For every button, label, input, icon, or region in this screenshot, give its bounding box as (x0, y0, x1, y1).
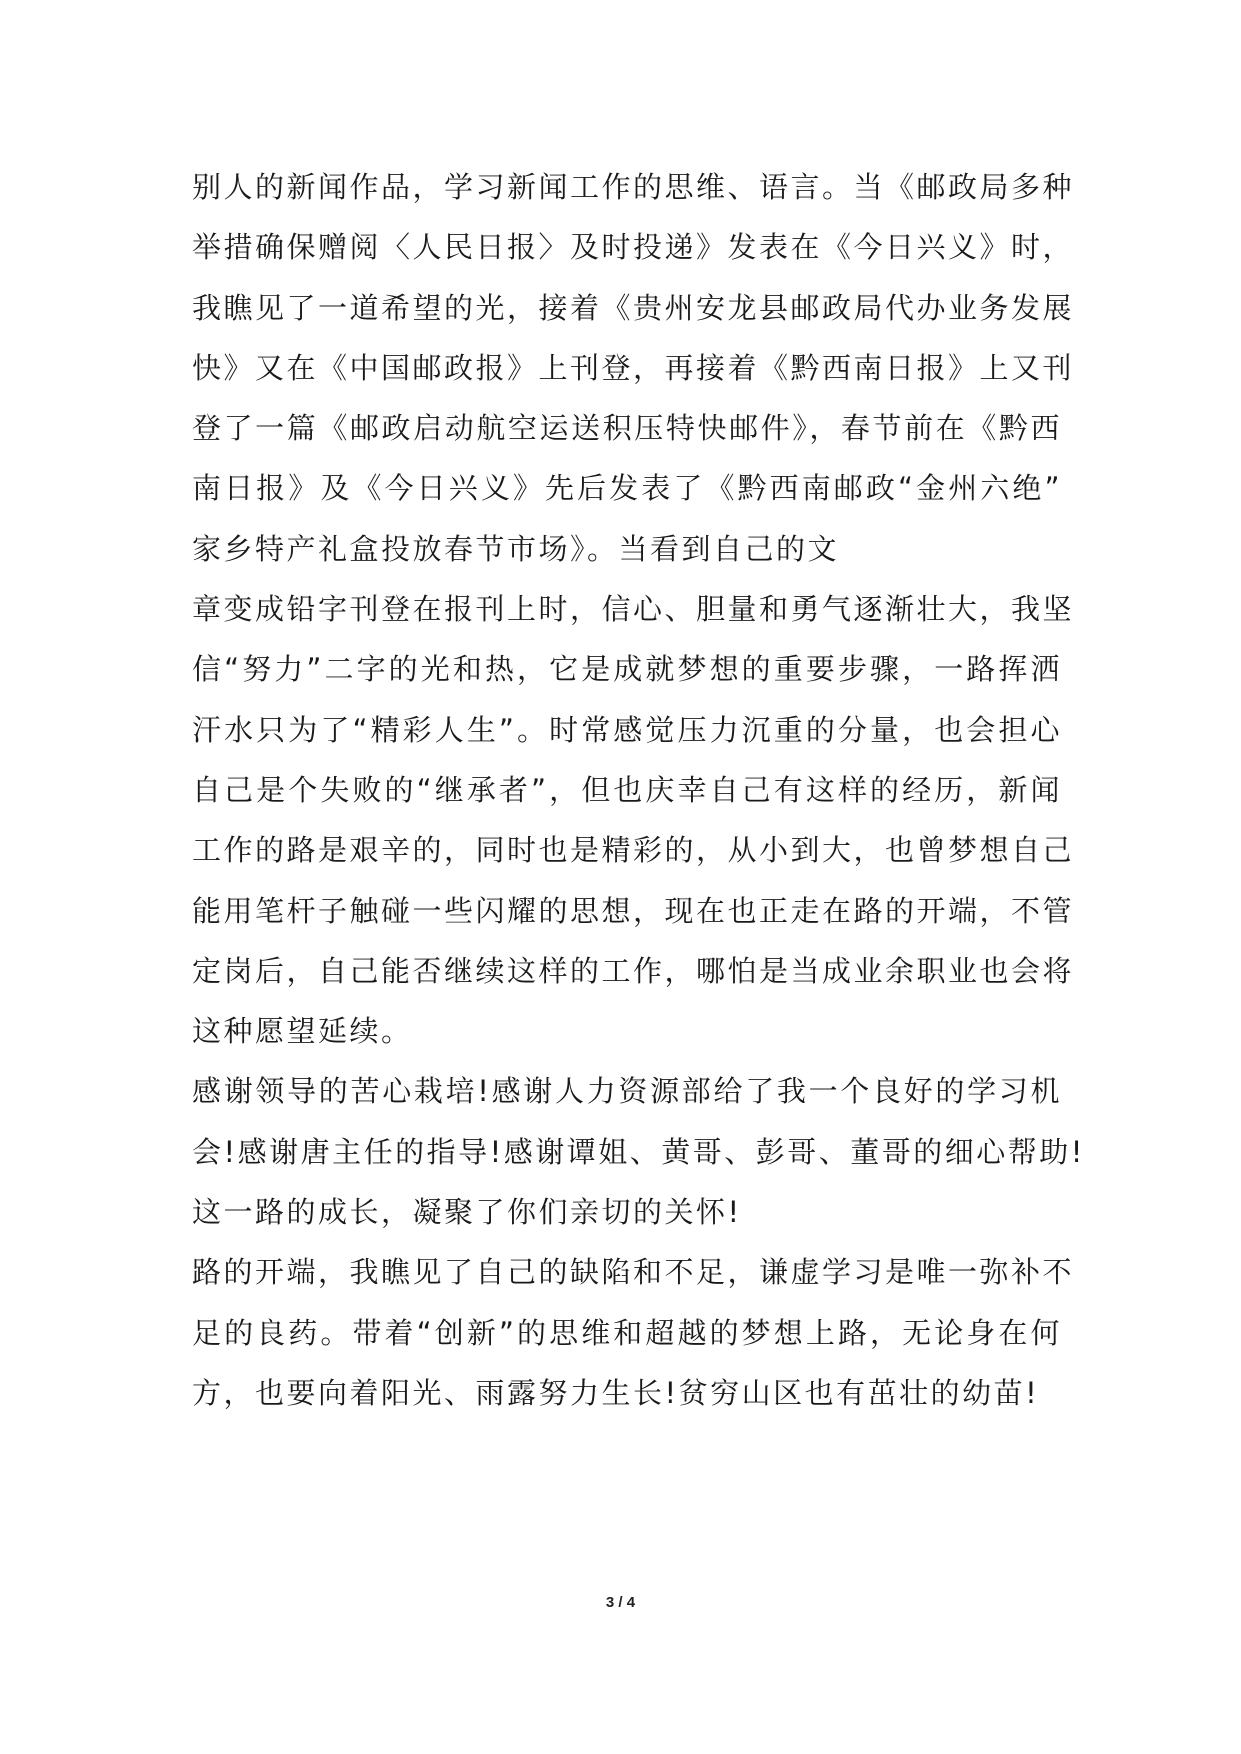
text-line: 路的开端，我瞧见了自己的缺陷和不足，谦虚学习是唯一弥补不 (192, 1255, 1075, 1290)
text-line: 方，也要向着阳光、雨露努力生长!贫穷山区也有茁壮的幼苗! (192, 1375, 1040, 1410)
text-line: 工作的路是艰辛的，同时也是精彩的，从小到大，也曾梦想自己 (192, 833, 1075, 868)
text-line: 自己是个失败的“继承者”，但也庆幸自己有这样的经历，新闻 (192, 772, 1062, 807)
page-number: 3 / 4 (605, 1594, 636, 1611)
text-line: 我瞧见了一道希望的光，接着《贵州安龙县邮政局代办业务发展 (192, 290, 1075, 325)
text-line: 定岗后，自己能否继续这样的工作，哪怕是当成业余职业也会将 (192, 953, 1075, 988)
text-line: 会!感谢唐主任的指导!感谢谭姐、黄哥、彭哥、董哥的细心帮助! (192, 1134, 1085, 1169)
text-line: 快》又在《中国邮政报》上刊登，再接着《黔西南日报》上又刊 (192, 350, 1075, 385)
text-line: 别人的新闻作品，学习新闻工作的思维、语言。当《邮政局多种 (192, 170, 1075, 204)
text-line: 这种愿望延续。 (192, 1014, 413, 1049)
text-line: 感谢领导的苦心栽培!感谢人力资源部给了我一个良好的学习机 (192, 1074, 1062, 1109)
text-line: 家乡特产礼盒投放春节市场》。当看到自己的文 (192, 531, 840, 566)
text-line: 足的良药。带着“创新”的思维和超越的梦想上路，无论身在何 (192, 1315, 1062, 1350)
body-text (192, 157, 1085, 1423)
text-line: 信“努力”二字的光和热，它是成就梦想的重要步骤，一路挥洒 (192, 652, 1062, 687)
text-line: 登了一篇《邮政启动航空运送积压特快邮件》，春节前在《黔西 (192, 411, 1062, 446)
text-line: 举措确保赠阅〈人民日报〉及时投递》发表在《今日兴义》时， (192, 230, 1075, 265)
text-line: 这一路的成长，凝聚了你们亲切的关怀! (192, 1195, 742, 1230)
text-line: 章变成铅字刊登在报刊上时，信心、胆量和勇气逐渐壮大，我坚 (192, 592, 1075, 627)
text-line: 南日报》及《今日兴义》先后发表了《黔西南邮政“金州六绝” (192, 471, 1062, 506)
text-line: 汗水只为了“精彩人生”。时常感觉压力沉重的分量，也会担心 (192, 712, 1062, 747)
text-line: 能用笔杆子触碰一些闪耀的思想，现在也正走在路的开端，不管 (192, 893, 1075, 928)
